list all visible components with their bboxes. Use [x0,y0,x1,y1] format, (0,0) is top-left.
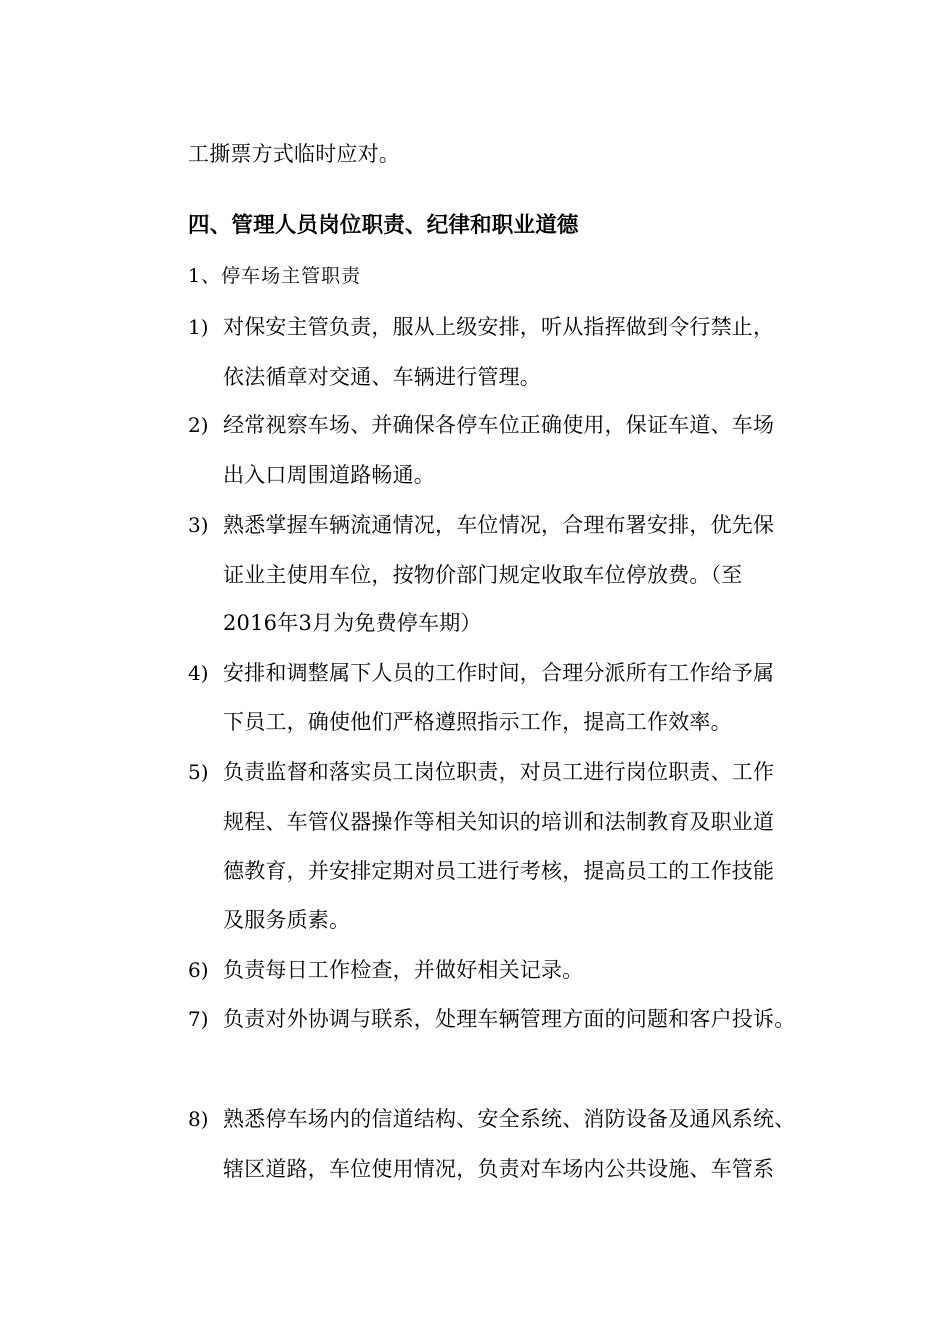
list-item-marker: 6) [188,958,209,982]
list-item-line: 对保安主管负责，服从上级安排，听从指挥做到令行禁止， [223,315,775,339]
list-item-marker: 4) [188,661,209,685]
list-item-line: 安排和调整属下人员的工作时间，合理分派所有工作给予属 [223,661,775,685]
list-item-marker: 3) [188,513,209,537]
list-item-line: 证业主使用车位，按物价部门规定收取车位停放费。（至 [223,563,743,587]
list-item-marker: 1) [188,315,209,339]
carryover-line: 工撕票方式临时应对。 [188,142,400,166]
list-item-line: 经常视察车场、并确保各停车位正确使用，保证车道、车场 [223,413,775,437]
list-item-line: 2016年3月为免费停车期） [223,611,482,635]
section-heading: 四、管理人员岗位职责、纪律和职业道德 [188,213,579,238]
list-item-line: 德教育，并安排定期对员工进行考核，提高员工的工作技能 [223,859,775,883]
list-item-marker: 8) [188,1107,209,1131]
list-item-line: 负责每日工作检查，并做好相关记录。 [223,958,584,982]
list-item-line: 负责监督和落实员工岗位职责，对员工进行岗位职责、工作 [223,760,775,784]
list-item-line: 依法循章对交通、车辆进行管理。 [223,365,541,389]
list-item-line: 规程、车管仪器操作等相关知识的培训和法制教育及职业道 [223,810,775,834]
list-item-line: 及服务质素。 [223,908,351,932]
list-item-marker: 2) [188,413,209,437]
list-item-line: 下员工，确使他们严格遵照指示工作，提高工作效率。 [223,710,732,734]
list-item-line: 负责对外协调与联系，处理车辆管理方面的问题和客户投诉。 [223,1007,796,1031]
list-item-marker: 7) [188,1007,209,1031]
list-item-marker: 5) [188,760,209,784]
list-item-line: 熟悉掌握车辆流通情况，车位情况，合理布署安排，优先保 [223,513,775,537]
subsection-heading: 1、停车场主管职责 [188,265,362,287]
list-item-line: 辖区道路，车位使用情况，负责对车场内公共设施、车管系 [223,1157,775,1181]
list-item-line: 熟悉停车场内的信道结构、安全系统、消防设备及通风系统、 [223,1107,796,1131]
list-item-line: 出入口周围道路畅通。 [223,463,435,487]
